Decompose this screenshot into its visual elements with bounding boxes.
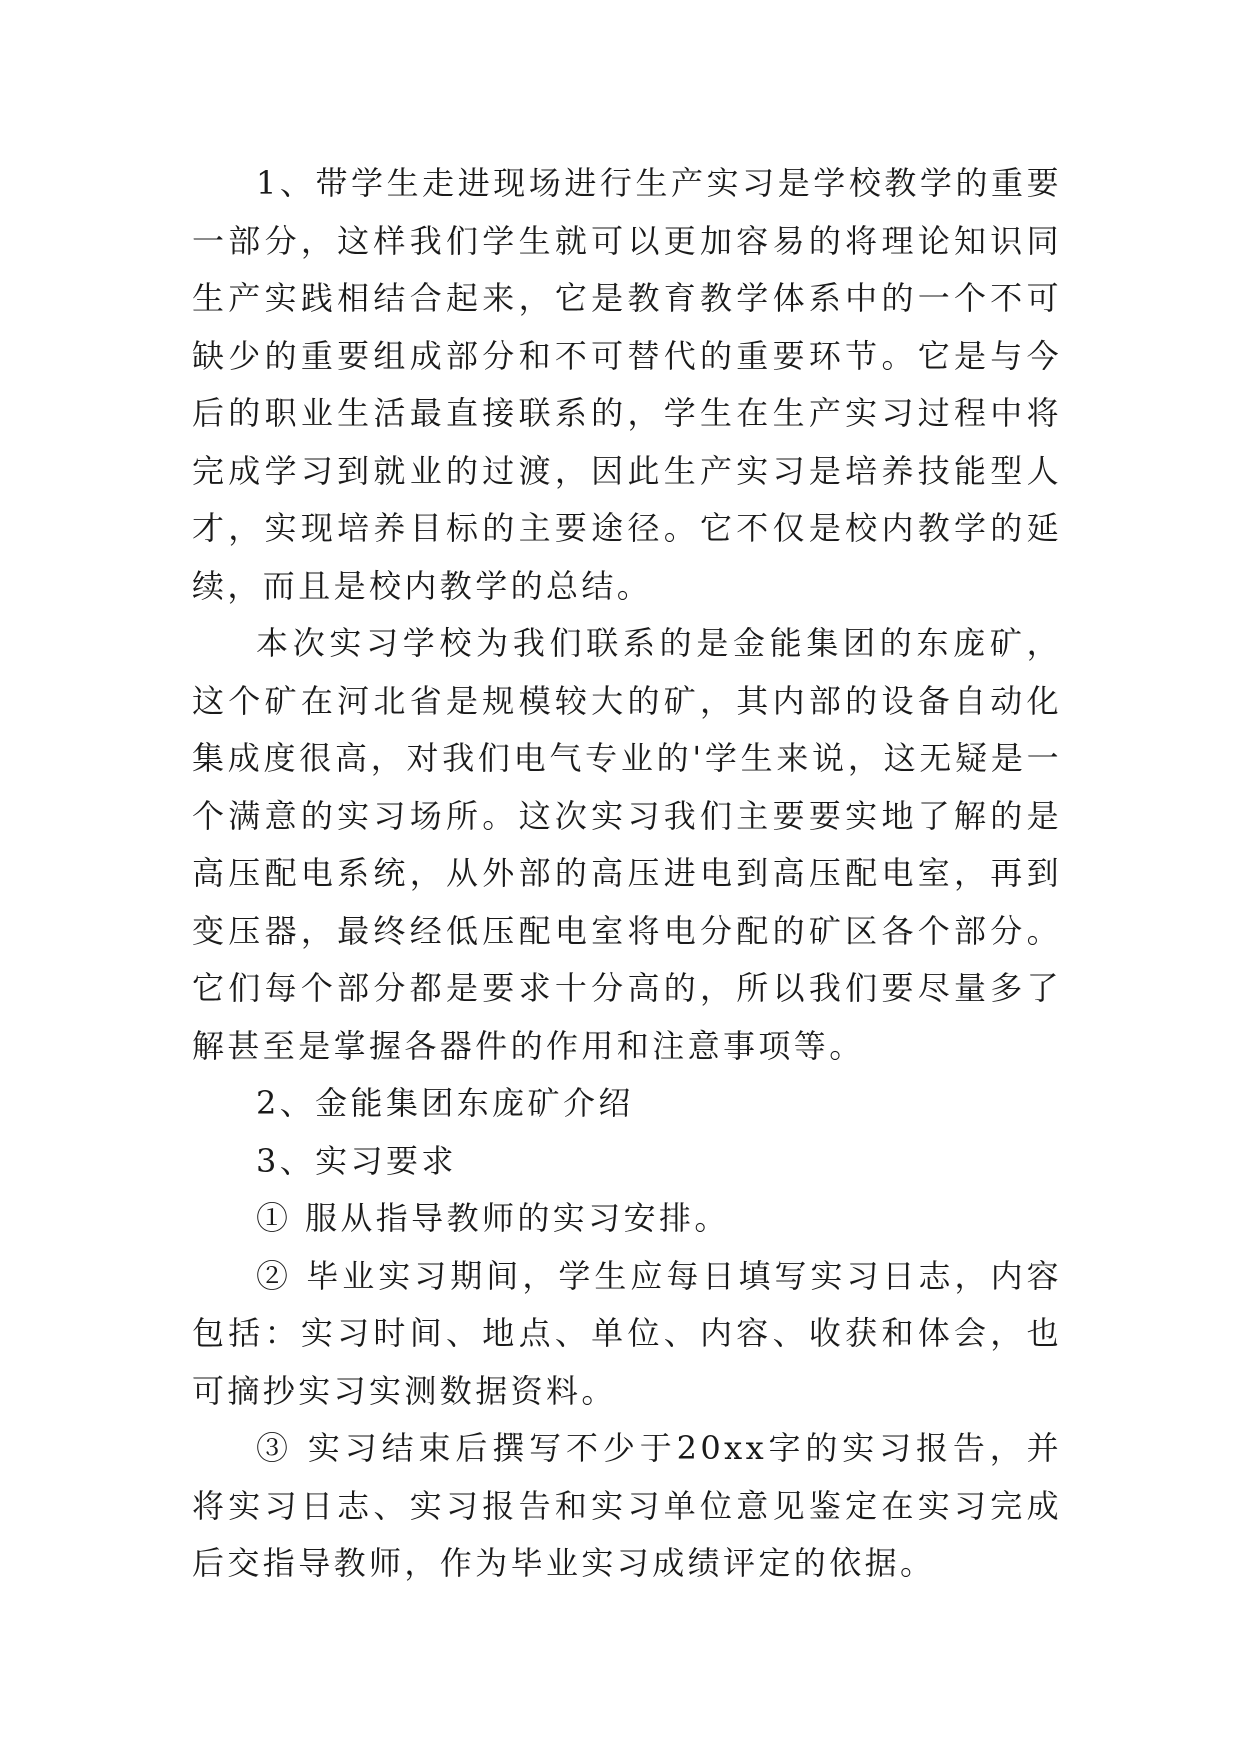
paragraph-internship-site: 本次实习学校为我们联系的是金能集团的东庞矿，这个矿在河北省是规模较大的矿，其内部的设备自动化集成度很高，对我们电气专业的'学生来说，这无疑是一个满意的实习场所。这次实习我们主要要实地了解的是高压配电系统，从外部的高压进电到高压配电室，再到变压器，最终经低压配电室将电分配的矿区各个部分。它们每个部分都是要求十分高的，所以我们要尽量多了解甚至是掌握各器件的作用和注意事项等。 bbox=[192, 624, 1062, 1065]
heading-requirements: 3、实习要求 bbox=[256, 1141, 457, 1180]
requirement-item-2: ② 毕业实习期间，学生应每日填写实习日志，内容包括：实习时间、地点、单位、内容、收获和体会，也可摘抄实习实测数据资料。 bbox=[192, 1256, 1062, 1410]
requirement-item-1: ① 服从指导教师的实习安排。 bbox=[256, 1199, 730, 1237]
document-body bbox=[192, 155, 1062, 1593]
paragraph-intro: 1、带学生走进现场进行生产实习是学校教学的重要一部分，这样我们学生就可以更加容易的将理论知识同生产实践相结合起来，它是教育教学体系中的一个不可缺少的重要组成部分和不可替代的重要环节。它是与今后的职业生活最直接联系的，学生在生产实习过程中将完成学习到就业的过渡，因此生产实习是培养技能型人才，实现培养目标的主要途径。它不仅是校内教学的延续，而且是校内教学的总结。 bbox=[192, 164, 1062, 605]
heading-company-intro: 2、金能集团东庞矿介绍 bbox=[256, 1084, 634, 1122]
requirement-item-3: ③ 实习结束后撰写不少于20xx字的实习报告，并将实习日志、实习报告和实习单位意见鉴定在实习完成后交指导教师，作为毕业实习成绩评定的依据。 bbox=[192, 1429, 1062, 1582]
